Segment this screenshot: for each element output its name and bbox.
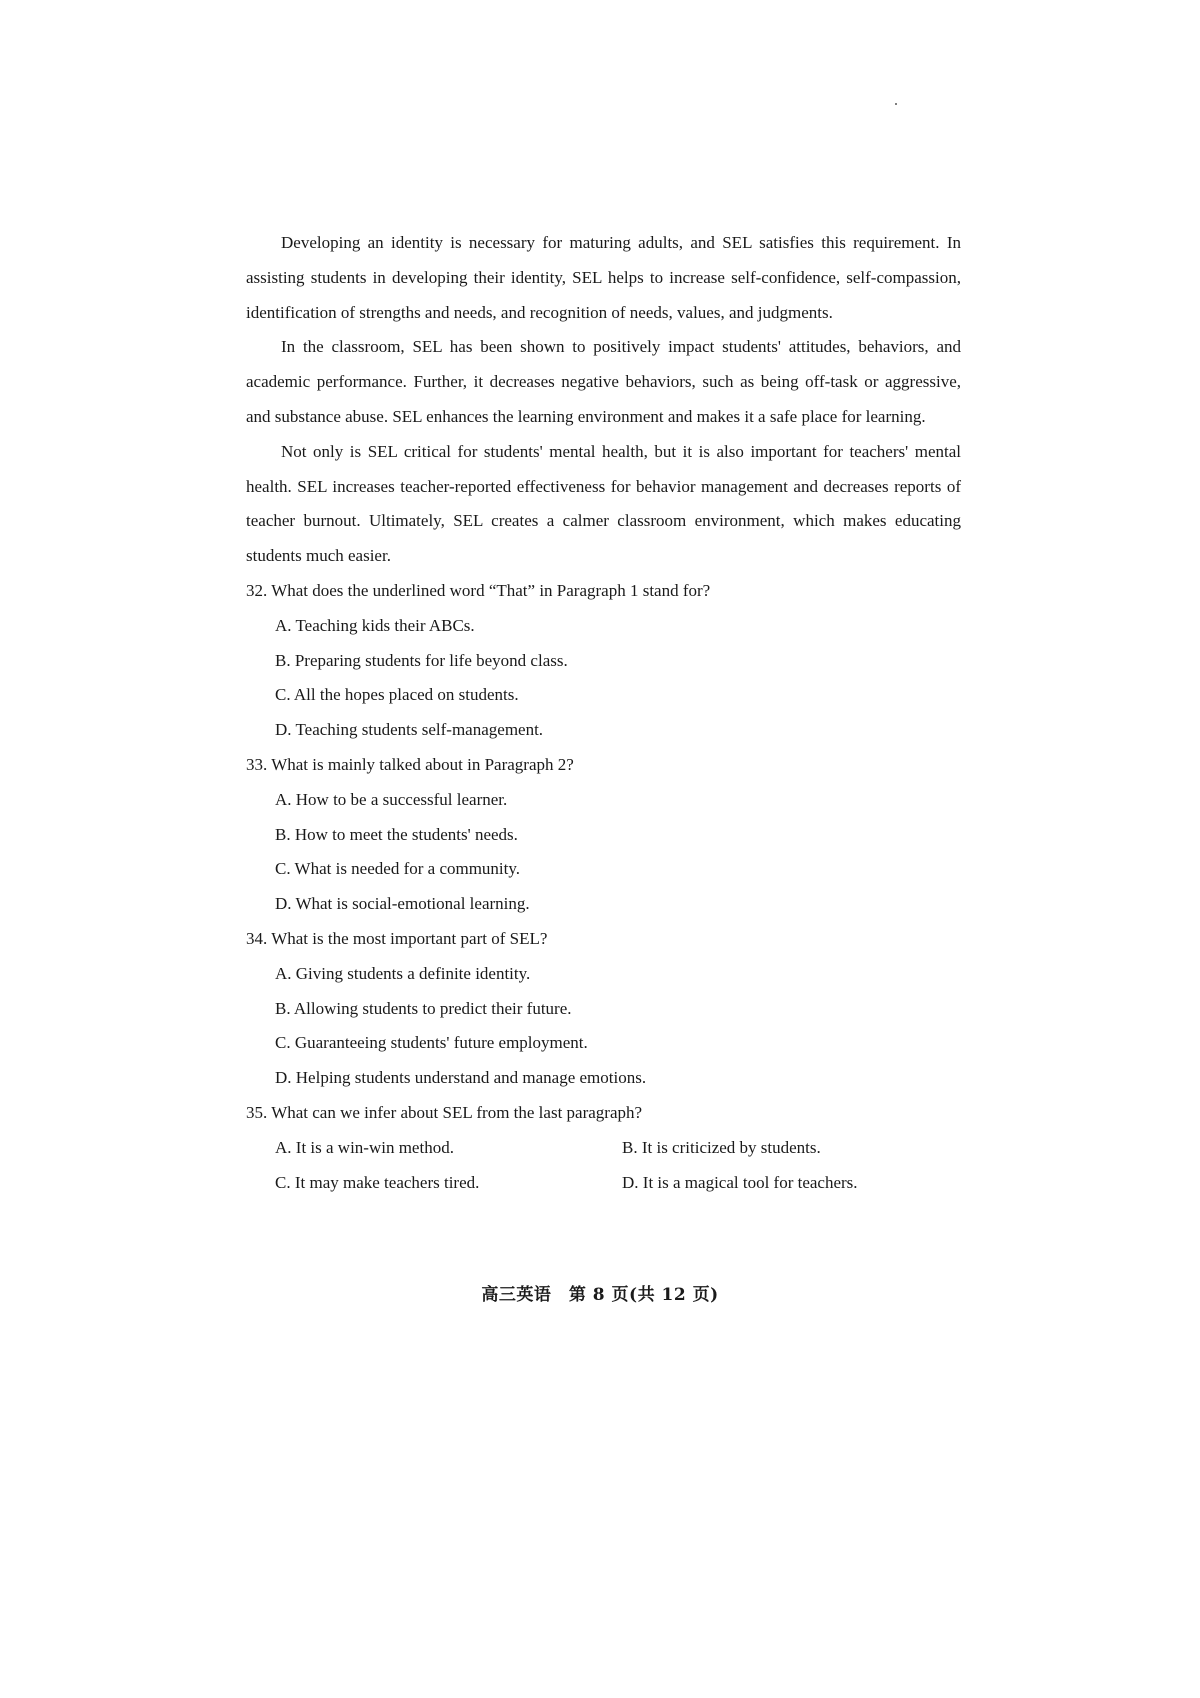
option-c: C. What is needed for a community. <box>275 859 521 879</box>
option-d: D. What is social-emotional learning. <box>275 894 530 914</box>
question-stem: 35. What can we infer about SEL from the last paragraph? <box>246 1102 643 1122</box>
question-33 <box>246 748 961 922</box>
question-34 <box>246 922 961 1096</box>
passage-paragraph-1: Developing an identity is necessary for maturing adults, and SEL satisfies this requirement. In assisting students in developing their identity, SEL helps to increase self-confidence, self-compassion, identification of strengths and needs, and recognition of needs, values, and judgments. <box>246 233 961 322</box>
question-stem: 34. What is the most important part of SEL? <box>246 928 548 948</box>
passage-paragraph-2: In the classroom, SEL has been shown to positively impact students' attitudes, behaviors, and academic performance. Further, it decreases negative behaviors, such as being off-task or aggressive, and substance abuse. SEL enhances the learning environment and makes it a safe place for learning. <box>246 337 961 426</box>
option-b: B. Allowing students to predict their future. <box>275 998 572 1018</box>
option-row <box>275 1131 961 1166</box>
option-c: C. Guaranteeing students' future employment. <box>275 1033 588 1053</box>
page-footer: 高三英语 第 8 页(共 12 页) <box>481 1285 719 1305</box>
option-b: B. It is criticized by students. <box>622 1137 821 1157</box>
page-content <box>246 226 961 1200</box>
option-c: C. All the hopes placed on students. <box>275 685 519 705</box>
question-32 <box>246 574 961 748</box>
question-list <box>246 574 961 1200</box>
question-35 <box>246 1096 961 1200</box>
option-a: A. Teaching kids their ABCs. <box>275 615 475 635</box>
option-b: B. Preparing students for life beyond class. <box>275 650 568 670</box>
question-stem: 33. What is mainly talked about in Paragraph 2? <box>246 754 574 774</box>
option-row <box>275 1166 961 1201</box>
option-a: A. How to be a successful learner. <box>275 789 508 809</box>
option-a: A. Giving students a definite identity. <box>275 963 531 983</box>
option-a: A. It is a win-win method. <box>275 1137 454 1157</box>
option-c: C. It may make teachers tired. <box>275 1172 480 1192</box>
option-d: D. Teaching students self-management. <box>275 720 544 740</box>
passage-paragraph-3: Not only is SEL critical for students' mental health, but it is also important for teachers' mental health. SEL increases teacher-reported effectiveness for behavior management and decreases reports of teacher burnout. Ultimately, SEL creates a calmer classroom environment, which makes educating students much easier. <box>246 441 961 566</box>
option-b: B. How to meet the students' needs. <box>275 824 518 844</box>
option-d: D. It is a magical tool for teachers. <box>622 1172 858 1192</box>
question-stem: 32. What does the underlined word “That” in Paragraph 1 stand for? <box>246 580 711 600</box>
option-d: D. Helping students understand and manage emotions. <box>275 1068 647 1088</box>
scan-speck <box>895 103 897 105</box>
